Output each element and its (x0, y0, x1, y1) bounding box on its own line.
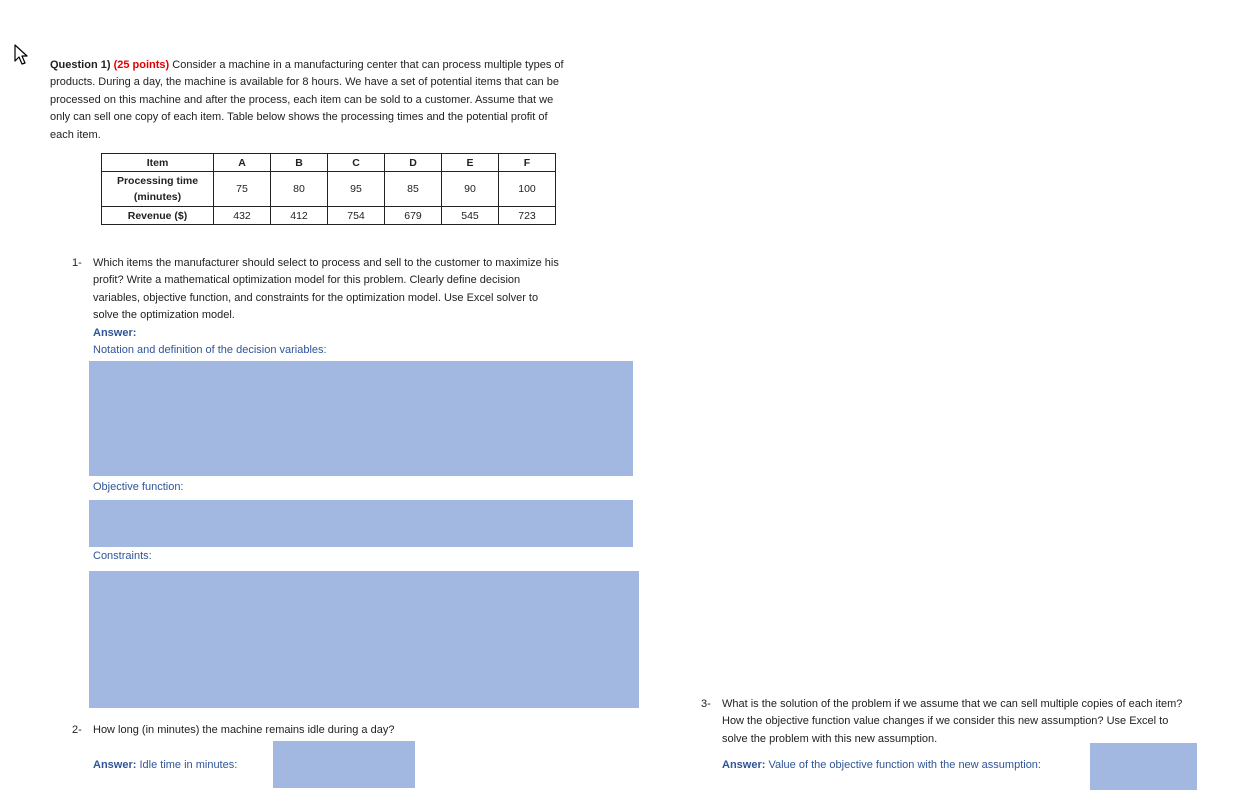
notation-label: Notation and definition of the decision variables: (93, 344, 327, 357)
question-line-3: processed on this machine and after the process, each item can be sold to a customer. Assume that we (50, 93, 554, 106)
q3-line: How the objective function value changes if we consider this new assumption? Use Excel to (722, 715, 1169, 728)
table-header-cell: E (442, 154, 499, 172)
table-cell: 95 (328, 172, 385, 207)
constraints-label: Constraints: (93, 550, 152, 562)
question-line-5: each item. (50, 128, 101, 141)
question-line-1 (50, 57, 630, 74)
q3-answer-text: Value of the objective function with the new assumption: (768, 759, 1041, 771)
table-cell: 412 (271, 207, 328, 225)
table-row-processing-time (102, 172, 556, 207)
table-cell: 85 (385, 172, 442, 207)
question-line-2: products. During a day, the machine is available for 8 hours. We have a set of potential items that can be (50, 76, 559, 89)
idle-time-answer-box[interactable] (273, 741, 415, 788)
table-header-cell: F (499, 154, 556, 172)
q1-line: solve the optimization model. (93, 309, 235, 322)
table-header-cell: B (271, 154, 328, 172)
q2-text: How long (in minutes) the machine remains idle during a day? (93, 724, 395, 736)
table-header-cell: A (214, 154, 271, 172)
table-cell: 545 (442, 207, 499, 225)
table-cell: 754 (328, 207, 385, 225)
q2-number: 2- (72, 724, 82, 736)
q2-answer-text: Idle time in minutes: (139, 759, 238, 771)
q1-line: Which items the manufacturer should select to process and sell to the customer to maximize his (93, 257, 559, 269)
row-label-processing-time (102, 172, 214, 207)
table-cell: 432 (214, 207, 271, 225)
table-header-row (102, 154, 556, 172)
q1-text (93, 255, 633, 359)
objective-label: Objective function: (93, 481, 184, 493)
row-label-revenue: Revenue ($) (102, 207, 214, 225)
table-cell: 723 (499, 207, 556, 225)
q3-line: solve the problem with this new assumption. (722, 732, 938, 745)
table-header-cell: D (385, 154, 442, 172)
q1-answer-label: Answer: (93, 326, 137, 339)
q3-answer (722, 759, 1041, 771)
question-line-4: only can sell one copy of each item. Table below shows the processing times and the potential profit of (50, 111, 548, 124)
q1-line: profit? Write a mathematical optimization model for this problem. Clearly define decision (93, 274, 521, 287)
question-points: (25 points) (113, 59, 170, 71)
table-header-item: Item (102, 154, 214, 172)
row-label-line2: (minutes) (133, 191, 182, 203)
table-cell: 80 (271, 172, 328, 207)
objective-answer-box[interactable] (89, 500, 633, 547)
question-text: Consider a machine in a manufacturing center that can process multiple types of (172, 59, 564, 71)
q2-answer (93, 759, 237, 771)
q3-number: 3- (701, 698, 711, 710)
items-table (101, 153, 556, 225)
new-objective-answer-box[interactable] (1090, 743, 1197, 790)
decision-variables-answer-box[interactable] (89, 361, 633, 476)
q3-answer-label: Answer: (722, 759, 766, 771)
question-intro (50, 57, 630, 144)
table-cell: 100 (499, 172, 556, 207)
table-header-cell: C (328, 154, 385, 172)
table-cell: 90 (442, 172, 499, 207)
table-cell: 75 (214, 172, 271, 207)
row-label-line1: Processing time (116, 175, 199, 187)
constraints-answer-box[interactable] (89, 571, 639, 708)
question-title: Question 1) (50, 59, 111, 71)
q2-answer-label: Answer: (93, 759, 137, 771)
mouse-cursor-icon (14, 44, 30, 66)
q1-number: 1- (72, 257, 82, 269)
q3-text (722, 696, 1242, 748)
q1-line: variables, objective function, and constraints for the optimization model. Use Excel solver to (93, 291, 539, 304)
table-cell: 679 (385, 207, 442, 225)
table-row-revenue (102, 207, 556, 225)
q3-line: What is the solution of the problem if we assume that we can sell multiple copies of each item? (722, 698, 1183, 710)
